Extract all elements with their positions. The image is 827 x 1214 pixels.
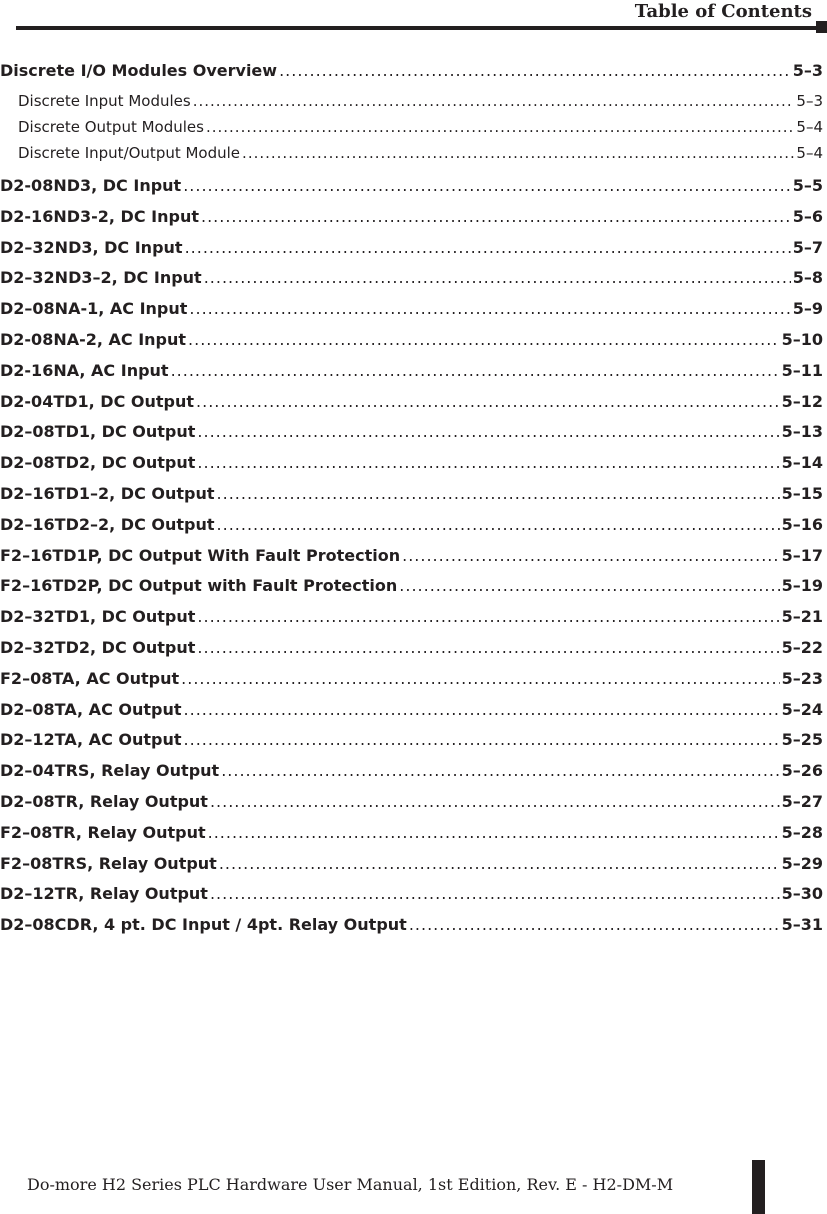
toc-entry[interactable] <box>0 61 823 85</box>
toc-dot-leader <box>184 730 780 749</box>
toc-entry-page: 5–29 <box>781 853 823 873</box>
toc-entry-title: D2–12TR, Relay Output <box>0 884 208 904</box>
toc-entry[interactable] <box>0 792 823 816</box>
toc-entry-title: D2–08TA, AC Output <box>0 699 182 719</box>
toc-dot-leader <box>183 176 791 195</box>
toc-subentry[interactable] <box>0 92 823 114</box>
toc-dot-leader <box>197 607 779 626</box>
toc-dot-leader <box>399 576 779 595</box>
toc-entry-page: 5–15 <box>781 484 823 503</box>
toc-entry-title: D2–32ND3, DC Input <box>0 237 183 257</box>
toc-entry-page: 5–16 <box>781 514 823 534</box>
toc-entry-page: 5–21 <box>781 607 823 627</box>
toc-entry-title: D2-08NA-2, AC Input <box>0 330 187 349</box>
toc-entry-page: 5–11 <box>781 360 823 380</box>
toc-dot-leader <box>217 515 780 534</box>
toc-entry-title: D2-08ND3, DC Input <box>0 176 182 195</box>
toc-subentry[interactable] <box>0 118 823 140</box>
toc-entry-page: 5–22 <box>781 638 823 657</box>
toc-dot-leader <box>402 546 779 565</box>
toc-entry-page: 5–23 <box>781 668 823 688</box>
toc-entry[interactable] <box>0 854 823 878</box>
toc-dot-leader <box>217 484 780 503</box>
toc-dot-leader <box>188 330 780 349</box>
toc-entry-page: 5–31 <box>781 915 823 935</box>
toc-entry[interactable] <box>0 330 823 354</box>
toc-entry[interactable] <box>0 576 823 600</box>
toc-entry-title: D2-16NA, AC Input <box>0 360 169 380</box>
toc-entry-title: F2–08TR, Relay Output <box>0 822 206 842</box>
toc-entry-title: D2–32TD2, DC Output <box>0 638 196 657</box>
toc-entry[interactable] <box>0 361 823 385</box>
toc-entry-page: 5–4 <box>796 144 823 162</box>
toc-dot-leader <box>193 92 795 110</box>
toc-entry-title: D2–08TD2, DC Output <box>0 453 196 473</box>
toc-dot-leader <box>189 299 790 318</box>
toc-dot-leader <box>219 854 780 873</box>
toc-entry-title: F2–08TA, AC Output <box>0 668 180 688</box>
toc-entry[interactable] <box>0 884 823 908</box>
toc-entry[interactable] <box>0 546 823 570</box>
toc-dot-leader <box>185 238 791 257</box>
toc-entry[interactable] <box>0 823 823 847</box>
toc-dot-leader <box>204 268 791 287</box>
toc-entry-title: D2–16TD2–2, DC Output <box>0 514 215 534</box>
toc-entry-title: D2–08NA-1, AC Input <box>0 299 188 319</box>
toc-entry[interactable] <box>0 453 823 477</box>
toc-entry[interactable] <box>0 761 823 785</box>
toc-entry-page: 5–8 <box>792 268 823 288</box>
toc-entry[interactable] <box>0 238 823 262</box>
toc-entry-title: D2–32TD1, DC Output <box>0 607 196 627</box>
toc-entry-page: 5–19 <box>781 576 823 596</box>
toc-entry[interactable] <box>0 176 823 200</box>
toc-entry-title: Discrete Output Modules <box>18 118 204 136</box>
toc-dot-leader <box>197 453 779 472</box>
toc-dot-leader <box>279 61 791 80</box>
page-header-title: Table of Contents <box>634 1 812 22</box>
toc-dot-leader <box>201 207 791 226</box>
toc-entry[interactable] <box>0 700 823 724</box>
toc-dot-leader <box>197 638 779 657</box>
toc-entry-title: D2–04TRS, Relay Output <box>0 761 220 781</box>
toc-dot-leader <box>206 118 794 136</box>
header-rule <box>16 26 816 30</box>
toc-entry-title: D2–12TA, AC Output <box>0 730 182 750</box>
toc-entry-page: 5–25 <box>781 730 823 750</box>
toc-entry-title: D2–08TR, Relay Output <box>0 792 208 811</box>
toc-entry[interactable] <box>0 730 823 754</box>
toc-entry-title: D2–08CDR, 4 pt. DC Input / 4pt. Relay Output <box>0 915 407 935</box>
toc-entry[interactable] <box>0 392 823 416</box>
toc-entry-title: D2–16TD1–2, DC Output <box>0 484 215 503</box>
toc-dot-leader <box>210 792 780 811</box>
toc-entry-title: F2–16TD1P, DC Output With Fault Protection <box>0 545 401 565</box>
toc-entry[interactable] <box>0 515 823 539</box>
header-block-marker <box>816 21 827 33</box>
toc-dot-leader <box>221 761 779 780</box>
toc-subentry[interactable] <box>0 144 823 166</box>
toc-entry-page: 5–9 <box>792 299 823 319</box>
toc-entry-title: Discrete Input Modules <box>18 92 191 110</box>
toc-entry-page: 5–14 <box>781 453 823 473</box>
toc-entry-page: 5–5 <box>792 176 823 195</box>
toc-entry-page: 5–7 <box>792 237 823 257</box>
toc-entry-page: 5–4 <box>796 118 823 136</box>
toc-entry-page: 5–30 <box>781 884 823 904</box>
toc-entry-page: 5–24 <box>781 699 823 719</box>
toc-entry-title: D2–08TD1, DC Output <box>0 422 196 442</box>
toc-entry-page: 5–28 <box>781 822 823 842</box>
toc-entry[interactable] <box>0 299 823 323</box>
toc-entry-page: 5–13 <box>781 422 823 442</box>
footer-bar <box>752 1160 765 1214</box>
toc-dot-leader <box>208 823 780 842</box>
toc-entry[interactable] <box>0 669 823 693</box>
toc-entry[interactable] <box>0 422 823 446</box>
toc-dot-leader <box>210 884 780 903</box>
toc-entry[interactable] <box>0 268 823 292</box>
toc-entry[interactable] <box>0 207 823 231</box>
toc-entry-page: 5–12 <box>781 391 823 411</box>
footer-text: Do-more H2 Series PLC Hardware User Manual, 1st Edition, Rev. E - H2-DM-M <box>27 1175 674 1194</box>
toc-entry-page: 5–3 <box>796 92 823 110</box>
toc-dot-leader <box>196 392 780 411</box>
toc-entry-page: 5–3 <box>792 61 823 80</box>
toc-dot-leader <box>242 144 794 162</box>
toc-dot-leader <box>409 915 780 934</box>
toc-entry-title: D2-04TD1, DC Output <box>0 391 195 411</box>
toc-entry-title: D2–32ND3–2, DC Input <box>0 268 202 288</box>
toc-entry-title: D2-16ND3-2, DC Input <box>0 206 199 226</box>
toc-entry-page: 5–17 <box>781 545 823 565</box>
toc-entry-page: 5–10 <box>781 330 823 349</box>
toc-entry[interactable] <box>0 607 823 631</box>
toc-dot-leader <box>184 700 780 719</box>
toc-entry-page: 5–27 <box>781 792 823 811</box>
toc-entry[interactable] <box>0 915 823 939</box>
toc-entry-title: Discrete I/O Modules Overview <box>0 61 278 80</box>
toc-entry-title: F2–08TRS, Relay Output <box>0 853 217 873</box>
toc-entry[interactable] <box>0 638 823 662</box>
toc-entry-title: Discrete Input/Output Module <box>18 144 241 162</box>
toc-dot-leader <box>197 422 779 441</box>
toc-entry-page: 5–6 <box>792 206 823 226</box>
toc-entry[interactable] <box>0 484 823 508</box>
toc-entry-page: 5–26 <box>781 761 823 781</box>
toc-dot-leader <box>181 669 779 688</box>
toc-entry-title: F2–16TD2P, DC Output with Fault Protection <box>0 576 398 596</box>
toc-dot-leader <box>171 361 780 380</box>
